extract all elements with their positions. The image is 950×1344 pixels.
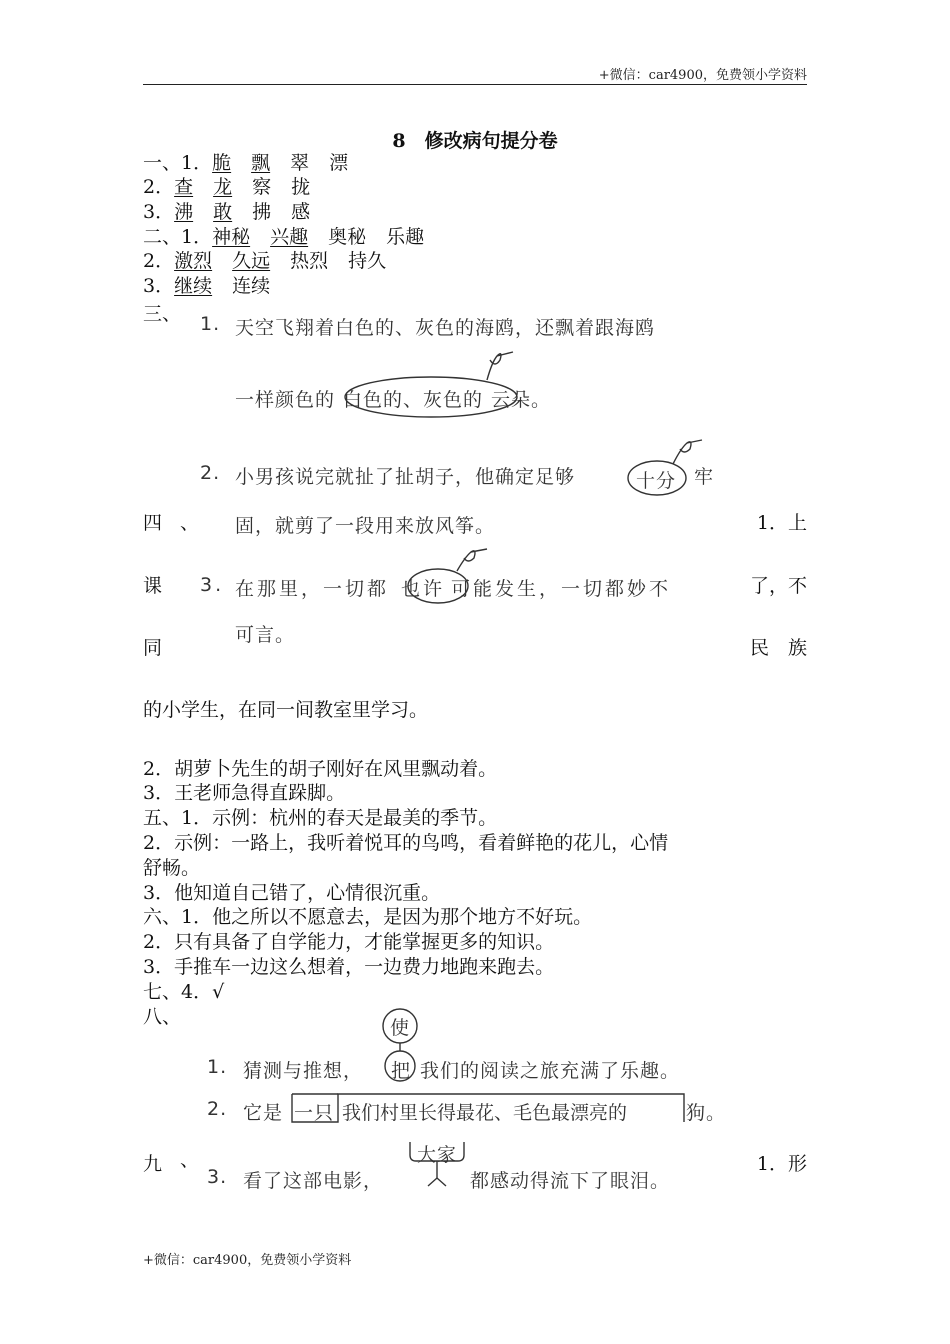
s8-item3-insert: 大家: [417, 1144, 458, 1166]
s2-l1-prefix: 二、1．: [143, 226, 213, 248]
s5-line4: 3．他知道自己错了，心情很沉重。: [143, 882, 441, 904]
s3-item2-line2: 固，就剪了一段用来放风筝。: [235, 515, 496, 537]
s2-l2-w4: 持久: [348, 250, 387, 272]
s1-l1-w3: 翠: [290, 152, 310, 174]
s2-l1-w4: 乐趣: [386, 226, 425, 248]
header-note: +微信：car4900，免费领小学资料: [598, 68, 807, 83]
s3-item2-end: 牢: [694, 466, 715, 488]
s4-right2: 了，不: [749, 575, 807, 597]
s1-l3-prefix: 3．: [143, 201, 175, 223]
s3-i3-circled: 也许: [401, 578, 446, 600]
s3-item1-text: 天空飞翔着白色的、灰色的海鸥，还飘着跟海鸥: [235, 317, 656, 339]
s9-right1: 1．形: [756, 1153, 807, 1175]
s6-line3: 3．手推车一边这么想着，一边费力地跑来跑去。: [143, 956, 555, 978]
s1-l1-prefix: 一、1．: [143, 152, 213, 174]
s8-item1-circled: 把: [391, 1060, 412, 1082]
s4-char4: 同: [143, 637, 163, 659]
s3-i1-l2a: 一样颜色的: [235, 389, 336, 411]
s1-l1-w2: 飘: [251, 152, 271, 174]
s1-l3-w3: 拂: [252, 201, 272, 223]
s3-item1-num: 1.: [200, 313, 221, 335]
s8-item2-b: 狗。: [686, 1102, 727, 1124]
s5-line1: 五、1．示例：杭州的春天是最美的季节。: [143, 807, 498, 829]
s3-item3-line2: 可言。: [235, 624, 296, 646]
s3-item2-circled: 十分: [636, 470, 677, 492]
s2-l3-w1: 继续: [174, 275, 213, 297]
s6-line1: 六、1．他之所以不愿意去，是因为那个地方不好玩。: [143, 906, 593, 928]
s4-char3: 课: [143, 575, 163, 597]
s5-line2: 2．示例：一路上，我听着悦耳的鸟鸣，看着鲜艳的花儿，心情: [143, 832, 669, 854]
s1-l2-w1: 查: [174, 176, 194, 198]
s6-line2: 2．只有具备了自学能力，才能掌握更多的知识。: [143, 931, 555, 953]
s2-l2-w2: 久远: [232, 250, 271, 272]
s1-l3-w4: 感: [291, 201, 311, 223]
s4-continuation: 的小学生，在同一间教室里学习。: [143, 699, 429, 721]
s8-item1-a: 猜测与推想，: [243, 1060, 364, 1082]
s1-l2-w3: 察: [252, 176, 272, 198]
s4-right3: 民 族: [749, 637, 807, 659]
page-title: 8 修改病句提分卷: [392, 130, 558, 152]
s9-char1: 九: [143, 1153, 163, 1175]
s1-l3-w1: 沸: [174, 201, 194, 223]
s9-char2: 、: [180, 1149, 200, 1171]
s8-item1-b: 我们的阅读之旅充满了乐趣。: [420, 1060, 681, 1082]
s4-char1: 四: [143, 512, 163, 534]
s2-l2-w1: 激烈: [174, 250, 213, 272]
s8-item3-a: 看了这部电影，: [243, 1170, 384, 1192]
s8-item1-insert: 使: [390, 1017, 411, 1039]
s2-l1-w2: 兴趣: [270, 226, 309, 248]
s2-l3-w2: 连续: [232, 275, 271, 297]
s1-l3-w2: 敢: [213, 201, 233, 223]
s3-item3-num: 3.: [200, 574, 225, 596]
s2-l2-w3: 热烈: [290, 250, 329, 272]
s3-i3-b: 可能发生，一切都妙不: [451, 578, 672, 600]
s8-item1-num: 1.: [207, 1056, 228, 1078]
s8-item3-b: 都感动得流下了眼泪。: [470, 1170, 671, 1192]
s3-i3-a: 在那里，一切都: [235, 578, 390, 600]
s2-l1-w1: 神秘: [212, 226, 251, 248]
s8-label: 八、: [143, 1006, 182, 1028]
s3-i1-circled: 白色的、灰色的: [343, 389, 484, 411]
s8-item2-del: 一只: [294, 1102, 335, 1124]
s1-l1-w4: 漂: [329, 152, 349, 174]
s4-line2: 2．胡萝卜先生的胡子刚好在风里飘动着。: [143, 758, 498, 780]
s4-char2: 、: [180, 512, 200, 534]
s8-item3-num: 3.: [207, 1166, 228, 1188]
s1-l1-w1: 脆: [212, 152, 232, 174]
s3-item2-text: 小男孩说完就扯了扯胡子，他确定足够: [235, 466, 576, 488]
s5-line3: 舒畅。: [143, 857, 201, 879]
s8-item2-a: 它是: [243, 1102, 284, 1124]
s8-item2-num: 2.: [207, 1098, 228, 1120]
footer-note: +微信：car4900，免费领小学资料: [143, 1253, 352, 1268]
s7-line1: 七、4．√: [143, 981, 225, 1003]
s3-label: 三、: [143, 303, 182, 325]
s2-l1-w3: 奥秘: [328, 226, 367, 248]
s1-l2-w4: 拢: [291, 176, 311, 198]
s2-l3-prefix: 3．: [143, 275, 175, 297]
s1-l2-prefix: 2．: [143, 176, 175, 198]
s3-i1-l2b: 云朵。: [491, 389, 552, 411]
s4-line3: 3．王老师急得直跺脚。: [143, 782, 346, 804]
s8-item2-boxed: 我们村里长得最花、毛色最漂亮的: [342, 1102, 628, 1124]
s3-item2-num: 2.: [200, 462, 221, 484]
s2-l2-prefix: 2．: [143, 250, 175, 272]
s4-right1: 1．上: [756, 512, 807, 534]
s1-l2-w2: 龙: [213, 176, 233, 198]
